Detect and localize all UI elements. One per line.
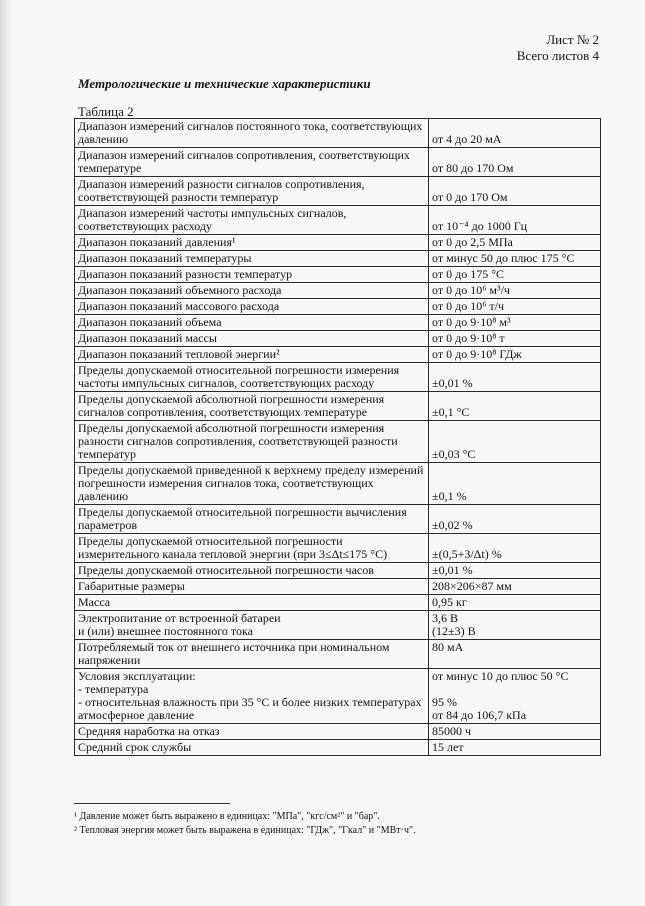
value-cell: от 0 до 170 Ом [429,177,601,206]
section-title: Метрологические и технические характеристики [78,76,371,91]
value-cell: от 0 до 9·10⁸ ГДж [429,347,601,363]
footnote-2: ² Тепловая энергия может быть выражена в единицах: "ГДж", "Гкал" и "МВт·ч". [74,825,416,836]
value-cell: от минус 50 до плюс 175 °С [429,251,601,267]
table-caption: Таблица 2 [78,104,134,119]
value-cell: от 0 до 10⁶ т/ч [429,299,601,315]
table-row [75,251,601,267]
param-cell: Пределы допускаемой абсолютной погрешности измерения сигналов сопротивления, соответствующих температуре [75,392,429,421]
value-cell [429,669,601,724]
value-cell: ±0,01 % [429,563,601,579]
value-cell: от 80 до 170 Ом [429,148,601,177]
table-row [75,206,601,235]
value-cell: ±0,03 °С [429,421,601,463]
param-cell: Пределы допускаемой приведенной к верхнему пределу измерений погрешности измерения сигналов тока, соответствующих давлению [75,463,429,505]
value-cell: ±(0,5+3/Δt) % [429,534,601,563]
param-cell: Диапазон измерений разности сигналов сопротивления, соответствующей разности температур [75,177,429,206]
table-row [75,347,601,363]
table-row [75,363,601,392]
value-cell: от 0 до 2,5 МПа [429,235,601,251]
param-cell: Пределы допускаемой относительной погрешности вычисления параметров [75,505,429,534]
value-line: 95 % [432,695,457,709]
value-cell: от 10⁻⁴ до 1000 Гц [429,206,601,235]
scan-edge [0,0,12,906]
param-cell: Средняя наработка на отказ [75,724,429,740]
value-cell: 80 мА [429,640,601,669]
param-line: атмосферное давление [78,708,195,722]
param-cell: Диапазон измерений сигналов постоянного тока, соответствующих давлению [75,119,429,148]
value-line: от 84 до 106,7 кПа [432,708,527,722]
param-cell: Диапазон показаний объемного расхода [75,283,429,299]
table-row [75,463,601,505]
param-cell: Диапазон показаний массы [75,331,429,347]
footnotes [74,810,594,838]
value-cell: ±0,1 % [429,463,601,505]
param-cell: Диапазон показаний разности температур [75,267,429,283]
param-cell: Пределы допускаемой относительной погрешности измерительного канала тепловой энергии (при 3≤Δt≤175 °С) [75,534,429,563]
param-line: - температура [78,682,149,696]
table-row [75,579,601,595]
param-cell [75,611,429,640]
sheet-number: Лист № 2 [546,32,599,47]
table-row [75,148,601,177]
value-cell: 85000 ч [429,724,601,740]
value-cell [429,611,601,640]
value-cell: ±0,01 % [429,363,601,392]
value-line: (12±3) В [432,624,476,638]
table-row [75,177,601,206]
table-row [75,331,601,347]
value-line: 3,6 В [432,611,459,625]
value-cell: 15 лет [429,740,601,756]
table-row [75,563,601,579]
param-cell: Габаритные размеры [75,579,429,595]
value-cell: от 0 до 9·10⁸ т [429,331,601,347]
value-cell: от 0 до 10⁶ м³/ч [429,283,601,299]
param-cell: Пределы допускаемой абсолютной погрешности измерения разности сигналов сопротивления, соответствующей разности температур [75,421,429,463]
param-cell: Диапазон измерений частоты импульсных сигналов, соответствующих расходу [75,206,429,235]
table-row [75,640,601,669]
table-row [75,611,601,640]
sheet-header [517,32,599,64]
param-cell: Пределы допускаемой относительной погрешности часов [75,563,429,579]
param-cell: Диапазон показаний тепловой энергии² [75,347,429,363]
param-cell [75,669,429,724]
param-cell: Пределы допускаемой относительной погрешности измерения частоты импульсных сигналов, соответствующих расходу [75,363,429,392]
table-row [75,299,601,315]
value-cell: от 0 до 9·10⁸ м³ [429,315,601,331]
param-cell: Диапазон показаний температуры [75,251,429,267]
table-row [75,392,601,421]
param-line: Условия эксплуатации: [78,669,196,683]
table-row [75,119,601,148]
value-cell: от 0 до 175 °С [429,267,601,283]
param-line: и (или) внешнее постоянного тока [78,624,253,638]
table-row [75,534,601,563]
table-row [75,315,601,331]
specs-table [74,118,601,756]
param-cell: Диапазон показаний массового расхода [75,299,429,315]
table-row [75,669,601,724]
footnote-1: ¹ Давление может быть выражено в единицах: "МПа", "кгс/см²" и "бар". [74,811,380,822]
param-cell: Потребляемый ток от внешнего источника при номинальном напряжении [75,640,429,669]
footnote-divider [74,803,230,804]
param-cell: Диапазон измерений сигналов сопротивления, соответствующих температуре [75,148,429,177]
value-cell: ±0,1 °С [429,392,601,421]
param-cell: Масса [75,595,429,611]
param-cell: Диапазон показаний давления¹ [75,235,429,251]
table-row [75,724,601,740]
value-line: от минус 10 до плюс 50 °С [432,669,569,683]
value-cell: 208×206×87 мм [429,579,601,595]
table-row [75,740,601,756]
table-row [75,235,601,251]
param-line: - относительная влажность при 35 °С и более низких температурах [78,695,422,709]
param-cell: Диапазон показаний объема [75,315,429,331]
value-cell: ±0,02 % [429,505,601,534]
table-row [75,595,601,611]
sheet-total: Всего листов 4 [516,48,599,63]
value-cell: 0,95 кг [429,595,601,611]
param-cell: Средний срок службы [75,740,429,756]
table-row [75,283,601,299]
value-cell: от 4 до 20 мА [429,119,601,148]
param-line: Электропитание от встроенной батареи [78,611,281,625]
table-row [75,267,601,283]
table-row [75,421,601,463]
table-row [75,505,601,534]
